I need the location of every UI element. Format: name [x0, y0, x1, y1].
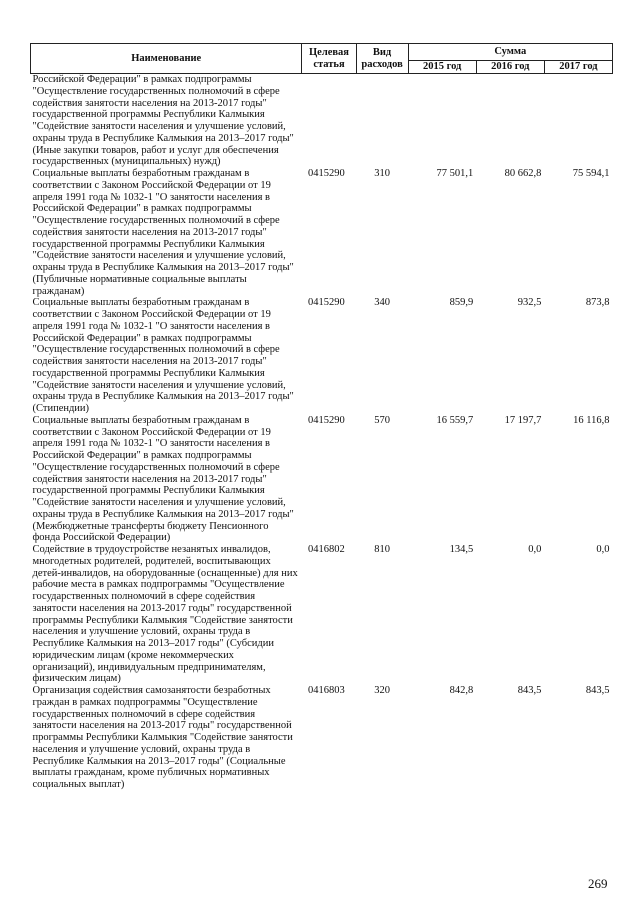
row-code: 0415290 [307, 168, 345, 179]
row-2016: 0,0 [528, 544, 542, 555]
header-year-2017: 2017 год [544, 61, 612, 74]
row-code: 0416803 [307, 685, 345, 696]
table-row [31, 168, 613, 297]
row-2016: 932,5 [517, 297, 542, 309]
header-vid-line1: Вид [372, 46, 392, 58]
row-code: 0416802 [307, 544, 345, 555]
row-name: Содействие в трудоустройстве незанятых инвалидов, многодетных родителей, родителей, воспитывающих детей-инвалидов, на оборудованные (оснащенные) для них рабочие места в рамках подпрограммы "Осуществление государственных полномочий в сфере содействия занятости населения на 2013-2017 годы" государственной программы Республики Калмыкия "Содействие занятости населения и улучшение условий, охраны труда в Республике Калмыкия на 2013–2017 годы" (Субсидии юридическим лицам (кроме некоммерческих организаций), индивидуальным предпринимателям, физическим лицам) [32, 544, 298, 685]
document-page [30, 43, 613, 791]
header-name: Наименование [31, 44, 302, 74]
header-code-line1: Целевая [309, 46, 349, 58]
header-vid [356, 44, 408, 74]
header-sum: Сумма [408, 44, 612, 61]
row-2016: 17 197,7 [504, 414, 542, 426]
row-vid [356, 74, 408, 169]
row-code: 0415290 [307, 297, 345, 309]
row-vid: 310 [374, 168, 390, 179]
row-2017: 0,0 [596, 544, 610, 555]
table-row [31, 544, 613, 685]
row-2017: 843,5 [585, 685, 610, 696]
row-2015 [408, 74, 476, 169]
header-year-2015: 2015 год [408, 61, 476, 74]
row-2017: 873,8 [585, 297, 610, 309]
row-code [302, 74, 356, 169]
row-2015: 842,8 [449, 685, 474, 696]
row-name: Организация содействия самозанятости безработных граждан в рамках подпрограммы "Осуществление государственных полномочий в сфере содействия занятости населения на 2013-2017 годы" государственной программы Республики Калмыкия "Содействие занятости населения и улучшение условий, охраны труда в Республике Калмыкия на 2013–2017 годы" (Социальные выплаты гражданам, кроме публичных нормативных социальных выплат) [32, 685, 293, 790]
row-2017: 75 594,1 [572, 168, 610, 179]
row-name: Социальные выплаты безработным гражданам в соответствии с Законом Российской Федерации от 19 апреля 1991 года № 1032-1 "О занятости населения в Российской Федерации" в рамках подпрограммы "Осуществление государственных полномочий в сфере содействия занятости населения на 2013-2017 годы" государственной программы Республики Калмыкия "Содействие занятости населения и улучшение условий, охраны труда в Республике Калмыкия на 2013–2017 годы" (Публичные нормативные социальные выплаты гражданам) [32, 168, 294, 297]
row-vid: 340 [374, 297, 390, 309]
page-number: 269 [588, 876, 608, 891]
header-code-line2: статья [313, 58, 345, 70]
header-year-2016: 2016 год [476, 61, 544, 74]
table-row [31, 685, 613, 791]
row-name: Социальные выплаты безработным гражданам в соответствии с Законом Российской Федерации от 19 апреля 1991 года № 1032-1 "О занятости населения в Российской Федерации" в рамках подпрограммы "Осуществление государственных полномочий в сфере содействия занятости населения на 2013-2017 годы" государственной программы Республики Калмыкия "Содействие занятости населения и улучшение условий, охраны труда в Республике Калмыкия на 2013–2017 годы" (Стипендии) [32, 297, 294, 414]
header-code [302, 44, 356, 74]
row-name: Российской Федерации" в рамках подпрограммы "Осуществление государственных полномочий в сфере содействия занятости населения на 2013-2017 годы" государственной программы Республики Калмыкия "Содействие занятости населения и улучшение условий, охраны труда в Республике Калмыкия на 2013–2017 годы" (Иные закупки товаров, работ и услуг для обеспечения государственных (муниципальных) нужд) [32, 74, 294, 168]
header-vid-line2: расходов [361, 58, 403, 70]
table-row [31, 415, 613, 544]
row-2016: 80 662,8 [504, 168, 542, 179]
row-2015: 859,9 [449, 297, 474, 309]
table-row [31, 297, 613, 415]
row-2017 [544, 74, 612, 169]
row-2015: 77 501,1 [436, 168, 474, 179]
row-2015: 134,5 [449, 544, 474, 555]
row-2015: 16 559,7 [436, 414, 474, 426]
row-2017: 16 116,8 [573, 414, 610, 426]
table-row [31, 74, 613, 169]
budget-table [30, 43, 613, 791]
row-name: Социальные выплаты безработным гражданам в соответствии с Законом Российской Федерации от 19 апреля 1991 года № 1032-1 "О занятости населения в Российской Федерации" в рамках подпрограммы "Осуществление государственных полномочий в сфере содействия занятости населения на 2013-2017 годы" государственной программы Республики Калмыкия "Содействие занятости населения и улучшение условий, охраны труда в Республике Калмыкия на 2013–2017 годы" (Межбюджетные трансферты бюджету Пенсионного фонда Российской Федерации) [32, 414, 294, 544]
row-code: 0415290 [307, 414, 345, 426]
row-2016 [476, 74, 544, 169]
row-vid: 810 [374, 544, 390, 555]
row-vid: 320 [374, 685, 390, 696]
row-vid: 570 [374, 414, 390, 426]
row-2016: 843,5 [517, 685, 542, 696]
